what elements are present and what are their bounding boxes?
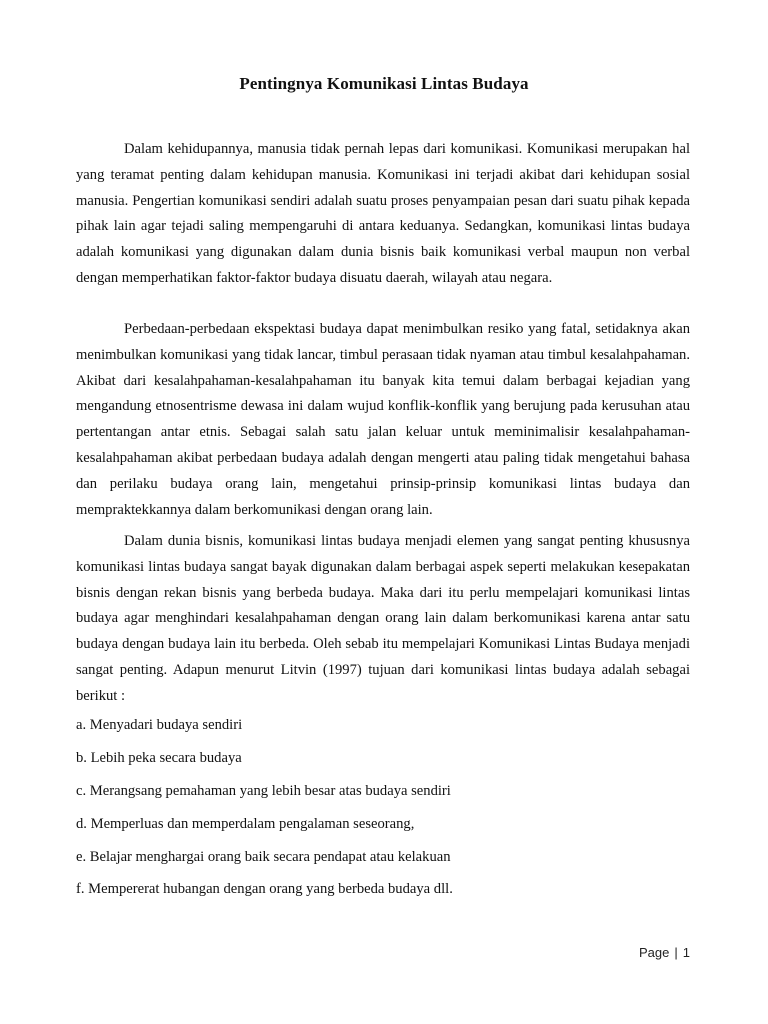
list-item-e: e. Belajar menghargai orang baik secara pendapat atau kelakuan [76, 849, 451, 865]
page-number: 1 [682, 945, 690, 960]
document-title: Pentingnya Komunikasi Lintas Budaya [239, 74, 529, 93]
paragraph-3: Dalam dunia bisnis, komunikasi lintas budaya menjadi elemen yang sangat penting khususnya komunikasi lintas budaya sangat bayak digunakan dalam berbagai aspek seperti melakukan kesepakatan bisnis dengan rekan bisnis yang berbeda budaya. Maka dari itu perlu mempelajari komunikasi lintas budaya agar menghindari kesalahpahaman dengan orang lain dalam berkomunikasi karena antar satu budaya dengan budaya lain itu berbeda. Oleh sebab itu mempelajari Komunikasi Lintas Budaya menjadi sangat penting. Adapun menurut Litvin (1997) tujuan dari komunikasi lintas budaya adalah sebagai berikut : [76, 533, 690, 704]
page-footer [639, 945, 690, 960]
list-item-c: c. Merangsang pemahaman yang lebih besar atas budaya sendiri [76, 783, 451, 799]
list-item-b: b. Lebih peka secara budaya [76, 750, 242, 766]
paragraph-1: Dalam kehidupannya, manusia tidak pernah lepas dari komunikasi. Komunikasi merupakan hal yang teramat penting dalam kehidupan manusia. Komunikasi ini terjadi akibat dari kehidupan sosial manusia. Pengertian komunikasi sendiri adalah suatu proses penyampaian pesan dari suatu pihak kepada pihak lain agar tejadi saling mempengaruhi di antara keduanya. Sedangkan, komunikasi lintas budaya adalah komunikasi yang digunakan dalam dunia bisnis baik komunikasi verbal maupun non verbal dengan memperhatikan faktor-faktor budaya disuatu daerah, wilayah atau negara. [76, 141, 690, 286]
page-label: Page [639, 945, 670, 960]
page-separator: | [674, 945, 678, 960]
paragraph-2: Perbedaan-perbedaan ekspektasi budaya dapat menimbulkan resiko yang fatal, setidaknya akan menimbulkan komunikasi yang tidak lancar, timbul perasaan tidak nyaman atau timbul kesalahpahaman. Akibat dari kesalahpahaman-kesalahpahaman itu banyak kita temui dalam berbagai kejadian yang mengandung etnosentrisme dewasa ini dalam wujud konflik-konflik yang berujung pada kerusuhan atau pertentangan antar etnis. Sebagai salah satu jalan keluar untuk meminimalisir kesalahpahaman-kesalahpahaman akibat perbedaan budaya adalah dengan mengerti atau paling tidak mengetahui bahasa dan perilaku budaya orang lain, mengetahui prinsip-prinsip komunikasi lintas budaya dan mempraktekkannya dalam berkomunikasi dengan orang lain. [76, 321, 690, 518]
list-item-d: d. Memperluas dan memperdalam pengalaman seseorang, [76, 816, 415, 832]
list-item-f: f. Mempererat hubangan dengan orang yang berbeda budaya dll. [76, 881, 453, 897]
list-item-a: a. Menyadari budaya sendiri [76, 717, 243, 733]
